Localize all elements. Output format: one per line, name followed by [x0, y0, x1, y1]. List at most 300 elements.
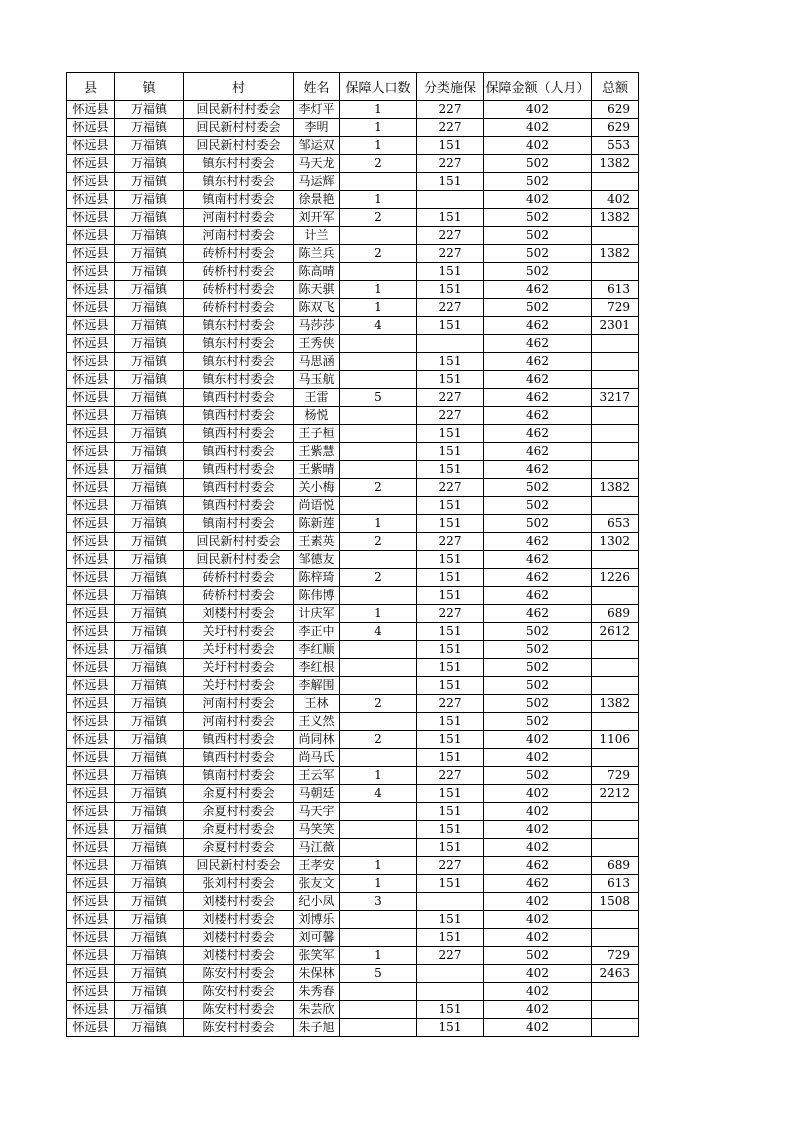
cell-town: 万福镇 [115, 677, 184, 695]
cell-category: 151 [417, 461, 484, 479]
cell-amount: 502 [484, 263, 592, 281]
cell-amount: 402 [484, 803, 592, 821]
cell-name: 王孝安 [294, 857, 340, 875]
cell-category: 151 [417, 515, 484, 533]
cell-total: 402 [592, 191, 639, 209]
cell-village: 陈安村村委会 [184, 1019, 294, 1037]
cell-village: 镇西村村委会 [184, 443, 294, 461]
cell-county: 怀远县 [67, 839, 115, 857]
cell-category: 151 [417, 731, 484, 749]
table-row [67, 839, 639, 857]
cell-total [592, 713, 639, 731]
cell-village: 张刘村村委会 [184, 875, 294, 893]
cell-village: 刘楼村村委会 [184, 605, 294, 623]
cell-town: 万福镇 [115, 425, 184, 443]
cell-name: 刘可馨 [294, 929, 340, 947]
cell-name: 马天宇 [294, 803, 340, 821]
table-row [67, 767, 639, 785]
cell-name: 刘博乐 [294, 911, 340, 929]
cell-town: 万福镇 [115, 353, 184, 371]
cell-amount: 402 [484, 731, 592, 749]
cell-county: 怀远县 [67, 479, 115, 497]
cell-village: 余夏村村委会 [184, 785, 294, 803]
table-row [67, 227, 639, 245]
cell-total: 653 [592, 515, 639, 533]
cell-name: 李正中 [294, 623, 340, 641]
cell-town: 万福镇 [115, 407, 184, 425]
cell-amount: 502 [484, 245, 592, 263]
cell-amount: 502 [484, 155, 592, 173]
cell-village: 关圩村村委会 [184, 677, 294, 695]
cell-total [592, 839, 639, 857]
cell-town: 万福镇 [115, 551, 184, 569]
table-row [67, 713, 639, 731]
cell-town: 万福镇 [115, 461, 184, 479]
cell-amount: 462 [484, 857, 592, 875]
table-row [67, 623, 639, 641]
table-row [67, 263, 639, 281]
cell-category: 151 [417, 929, 484, 947]
cell-category: 151 [417, 281, 484, 299]
cell-name: 纪小凤 [294, 893, 340, 911]
cell-name: 马笑笑 [294, 821, 340, 839]
cell-name: 朱子旭 [294, 1019, 340, 1037]
cell-category: 151 [417, 713, 484, 731]
cell-village: 余夏村村委会 [184, 839, 294, 857]
table-row [67, 155, 639, 173]
cell-name: 朱秀春 [294, 983, 340, 1001]
cell-population [340, 173, 417, 191]
cell-town: 万福镇 [115, 389, 184, 407]
cell-population [340, 749, 417, 767]
cell-amount: 402 [484, 911, 592, 929]
cell-name: 王雷 [294, 389, 340, 407]
table-row [67, 173, 639, 191]
cell-category: 151 [417, 173, 484, 191]
cell-amount: 462 [484, 533, 592, 551]
cell-county: 怀远县 [67, 695, 115, 713]
cell-name: 马莎莎 [294, 317, 340, 335]
cell-name: 朱保林 [294, 965, 340, 983]
cell-county: 怀远县 [67, 353, 115, 371]
cell-name: 李明 [294, 119, 340, 137]
cell-name: 王义然 [294, 713, 340, 731]
cell-amount: 462 [484, 371, 592, 389]
cell-total [592, 461, 639, 479]
cell-amount: 502 [484, 299, 592, 317]
cell-total [592, 371, 639, 389]
cell-population [340, 1001, 417, 1019]
cell-county: 怀远县 [67, 137, 115, 155]
cell-category: 227 [417, 119, 484, 137]
cell-county: 怀远县 [67, 299, 115, 317]
cell-category: 227 [417, 389, 484, 407]
cell-category: 151 [417, 821, 484, 839]
cell-population [340, 227, 417, 245]
cell-population: 1 [340, 767, 417, 785]
cell-category: 151 [417, 569, 484, 587]
cell-total: 1508 [592, 893, 639, 911]
cell-category [417, 893, 484, 911]
cell-population: 2 [340, 731, 417, 749]
cell-village: 镇南村村委会 [184, 767, 294, 785]
cell-town: 万福镇 [115, 1019, 184, 1037]
cell-amount: 402 [484, 839, 592, 857]
cell-town: 万福镇 [115, 101, 184, 119]
cell-total: 629 [592, 119, 639, 137]
cell-village: 河南村村委会 [184, 695, 294, 713]
cell-total [592, 173, 639, 191]
cell-village: 镇东村村委会 [184, 335, 294, 353]
cell-name: 马运辉 [294, 173, 340, 191]
cell-county: 怀远县 [67, 569, 115, 587]
cell-population: 2 [340, 695, 417, 713]
cell-population: 4 [340, 317, 417, 335]
cell-village: 镇西村村委会 [184, 749, 294, 767]
cell-total: 1302 [592, 533, 639, 551]
cell-county: 怀远县 [67, 623, 115, 641]
cell-county: 怀远县 [67, 929, 115, 947]
cell-county: 怀远县 [67, 965, 115, 983]
cell-population [340, 659, 417, 677]
cell-total: 1226 [592, 569, 639, 587]
cell-category: 151 [417, 803, 484, 821]
cell-county: 怀远县 [67, 119, 115, 137]
cell-amount: 462 [484, 569, 592, 587]
cell-category: 151 [417, 209, 484, 227]
cell-county: 怀远县 [67, 281, 115, 299]
cell-name: 张友文 [294, 875, 340, 893]
cell-amount: 402 [484, 119, 592, 137]
table-row [67, 461, 639, 479]
cell-village: 回民新村村委会 [184, 101, 294, 119]
cell-village: 砖桥村村委会 [184, 263, 294, 281]
cell-total [592, 911, 639, 929]
cell-name: 陈天骐 [294, 281, 340, 299]
cell-county: 怀远县 [67, 533, 115, 551]
cell-name: 计庆军 [294, 605, 340, 623]
cell-amount: 462 [484, 605, 592, 623]
cell-village: 镇东村村委会 [184, 371, 294, 389]
cell-county: 怀远县 [67, 245, 115, 263]
cell-village: 镇西村村委会 [184, 425, 294, 443]
table-row [67, 497, 639, 515]
cell-town: 万福镇 [115, 335, 184, 353]
cell-category: 151 [417, 371, 484, 389]
table-row [67, 659, 639, 677]
cell-village: 关圩村村委会 [184, 641, 294, 659]
cell-town: 万福镇 [115, 443, 184, 461]
cell-county: 怀远县 [67, 263, 115, 281]
cell-population [340, 371, 417, 389]
cell-category [417, 965, 484, 983]
cell-county: 怀远县 [67, 551, 115, 569]
cell-total [592, 551, 639, 569]
cell-population [340, 497, 417, 515]
cell-total: 729 [592, 947, 639, 965]
cell-category: 151 [417, 263, 484, 281]
cell-amount: 462 [484, 551, 592, 569]
cell-total [592, 353, 639, 371]
cell-total [592, 227, 639, 245]
cell-county: 怀远县 [67, 749, 115, 767]
cell-name: 王林 [294, 695, 340, 713]
cell-total [592, 263, 639, 281]
cell-name: 李红顺 [294, 641, 340, 659]
cell-total [592, 1001, 639, 1019]
cell-total [592, 749, 639, 767]
cell-category: 227 [417, 605, 484, 623]
cell-town: 万福镇 [115, 659, 184, 677]
cell-total: 1106 [592, 731, 639, 749]
cell-total [592, 983, 639, 1001]
cell-population: 2 [340, 479, 417, 497]
cell-amount: 402 [484, 929, 592, 947]
cell-town: 万福镇 [115, 533, 184, 551]
cell-total [592, 1019, 639, 1037]
cell-amount: 402 [484, 137, 592, 155]
cell-total [592, 407, 639, 425]
cell-amount: 462 [484, 389, 592, 407]
header-population: 保障人口数 [340, 73, 417, 101]
cell-village: 河南村村委会 [184, 713, 294, 731]
cell-population: 5 [340, 965, 417, 983]
cell-amount: 402 [484, 1001, 592, 1019]
table-row [67, 749, 639, 767]
cell-category: 227 [417, 857, 484, 875]
cell-village: 砖桥村村委会 [184, 281, 294, 299]
table-row [67, 371, 639, 389]
cell-village: 镇东村村委会 [184, 317, 294, 335]
cell-village: 回民新村村委会 [184, 119, 294, 137]
cell-total: 1382 [592, 479, 639, 497]
header-village: 村 [184, 73, 294, 101]
table-row [67, 821, 639, 839]
table-row [67, 533, 639, 551]
cell-county: 怀远县 [67, 425, 115, 443]
cell-name: 徐景艳 [294, 191, 340, 209]
cell-town: 万福镇 [115, 785, 184, 803]
cell-county: 怀远县 [67, 767, 115, 785]
table-row [67, 605, 639, 623]
cell-village: 镇西村村委会 [184, 461, 294, 479]
cell-population: 4 [340, 785, 417, 803]
cell-county: 怀远县 [67, 209, 115, 227]
cell-amount: 502 [484, 641, 592, 659]
cell-county: 怀远县 [67, 389, 115, 407]
cell-category [417, 191, 484, 209]
cell-name: 关小梅 [294, 479, 340, 497]
cell-name: 王素英 [294, 533, 340, 551]
cell-total: 689 [592, 605, 639, 623]
cell-county: 怀远县 [67, 227, 115, 245]
cell-population [340, 425, 417, 443]
cell-amount: 402 [484, 893, 592, 911]
cell-amount: 462 [484, 317, 592, 335]
cell-village: 镇东村村委会 [184, 173, 294, 191]
cell-county: 怀远县 [67, 155, 115, 173]
cell-name: 马朝廷 [294, 785, 340, 803]
cell-county: 怀远县 [67, 497, 115, 515]
cell-village: 陈安村村委会 [184, 983, 294, 1001]
table-row [67, 425, 639, 443]
cell-total: 613 [592, 875, 639, 893]
cell-total [592, 497, 639, 515]
cell-name: 李解围 [294, 677, 340, 695]
table-row [67, 335, 639, 353]
cell-village: 回民新村村委会 [184, 857, 294, 875]
cell-category: 227 [417, 947, 484, 965]
cell-total: 729 [592, 767, 639, 785]
cell-total [592, 929, 639, 947]
table-row [67, 515, 639, 533]
cell-town: 万福镇 [115, 371, 184, 389]
cell-category: 227 [417, 299, 484, 317]
cell-population: 2 [340, 245, 417, 263]
cell-category: 151 [417, 587, 484, 605]
cell-name: 计兰 [294, 227, 340, 245]
relief-table [66, 72, 639, 1037]
cell-amount: 402 [484, 965, 592, 983]
cell-county: 怀远县 [67, 173, 115, 191]
cell-population: 1 [340, 515, 417, 533]
cell-county: 怀远县 [67, 101, 115, 119]
cell-population [340, 551, 417, 569]
cell-population [340, 335, 417, 353]
cell-town: 万福镇 [115, 317, 184, 335]
cell-population: 1 [340, 137, 417, 155]
cell-county: 怀远县 [67, 983, 115, 1001]
cell-amount: 462 [484, 587, 592, 605]
cell-town: 万福镇 [115, 839, 184, 857]
cell-county: 怀远县 [67, 1001, 115, 1019]
cell-name: 马江薇 [294, 839, 340, 857]
cell-amount: 462 [484, 353, 592, 371]
cell-amount: 402 [484, 749, 592, 767]
cell-county: 怀远县 [67, 515, 115, 533]
cell-county: 怀远县 [67, 821, 115, 839]
cell-population: 5 [340, 389, 417, 407]
cell-village: 砖桥村村委会 [184, 569, 294, 587]
cell-category: 151 [417, 749, 484, 767]
cell-population: 1 [340, 101, 417, 119]
cell-population [340, 983, 417, 1001]
cell-total [592, 587, 639, 605]
cell-population [340, 839, 417, 857]
cell-population: 1 [340, 119, 417, 137]
cell-amount: 462 [484, 461, 592, 479]
cell-category: 227 [417, 767, 484, 785]
cell-village: 河南村村委会 [184, 227, 294, 245]
cell-population [340, 407, 417, 425]
cell-village: 砖桥村村委会 [184, 299, 294, 317]
cell-total: 613 [592, 281, 639, 299]
cell-village: 关圩村村委会 [184, 659, 294, 677]
table-row [67, 983, 639, 1001]
table-row [67, 353, 639, 371]
cell-population [340, 443, 417, 461]
cell-amount: 502 [484, 713, 592, 731]
cell-amount: 462 [484, 407, 592, 425]
table-row [67, 389, 639, 407]
cell-county: 怀远县 [67, 785, 115, 803]
header-town: 镇 [115, 73, 184, 101]
cell-amount: 502 [484, 659, 592, 677]
cell-name: 马思涵 [294, 353, 340, 371]
cell-category: 151 [417, 839, 484, 857]
cell-town: 万福镇 [115, 497, 184, 515]
cell-village: 镇西村村委会 [184, 389, 294, 407]
table-row [67, 695, 639, 713]
cell-amount: 462 [484, 875, 592, 893]
cell-category: 151 [417, 677, 484, 695]
cell-category: 151 [417, 641, 484, 659]
table-row [67, 407, 639, 425]
cell-county: 怀远县 [67, 317, 115, 335]
cell-amount: 402 [484, 983, 592, 1001]
table-row [67, 911, 639, 929]
cell-total [592, 659, 639, 677]
table-row [67, 641, 639, 659]
cell-village: 河南村村委会 [184, 209, 294, 227]
cell-village: 镇西村村委会 [184, 407, 294, 425]
cell-total: 1382 [592, 155, 639, 173]
cell-total: 2212 [592, 785, 639, 803]
table-row [67, 893, 639, 911]
cell-population: 1 [340, 299, 417, 317]
cell-county: 怀远县 [67, 713, 115, 731]
cell-amount: 502 [484, 227, 592, 245]
table-row [67, 587, 639, 605]
cell-village: 余夏村村委会 [184, 803, 294, 821]
cell-population [340, 803, 417, 821]
cell-town: 万福镇 [115, 911, 184, 929]
cell-county: 怀远县 [67, 371, 115, 389]
cell-county: 怀远县 [67, 587, 115, 605]
cell-town: 万福镇 [115, 263, 184, 281]
cell-population [340, 641, 417, 659]
cell-town: 万福镇 [115, 767, 184, 785]
cell-amount: 402 [484, 191, 592, 209]
cell-town: 万福镇 [115, 569, 184, 587]
cell-name: 陈双飞 [294, 299, 340, 317]
cell-county: 怀远县 [67, 641, 115, 659]
table-row [67, 857, 639, 875]
cell-town: 万福镇 [115, 479, 184, 497]
cell-amount: 502 [484, 767, 592, 785]
cell-total: 2301 [592, 317, 639, 335]
table-row [67, 965, 639, 983]
cell-name: 陈高晴 [294, 263, 340, 281]
cell-total: 3217 [592, 389, 639, 407]
cell-category: 151 [417, 443, 484, 461]
cell-town: 万福镇 [115, 119, 184, 137]
cell-village: 余夏村村委会 [184, 821, 294, 839]
cell-total: 729 [592, 299, 639, 317]
cell-county: 怀远县 [67, 893, 115, 911]
cell-village: 镇东村村委会 [184, 155, 294, 173]
cell-total: 689 [592, 857, 639, 875]
cell-village: 镇南村村委会 [184, 191, 294, 209]
table-row [67, 1001, 639, 1019]
cell-village: 镇西村村委会 [184, 497, 294, 515]
table-row [67, 479, 639, 497]
cell-town: 万福镇 [115, 947, 184, 965]
cell-amount: 462 [484, 425, 592, 443]
cell-category: 151 [417, 425, 484, 443]
header-total: 总额 [592, 73, 639, 101]
cell-village: 镇西村村委会 [184, 731, 294, 749]
